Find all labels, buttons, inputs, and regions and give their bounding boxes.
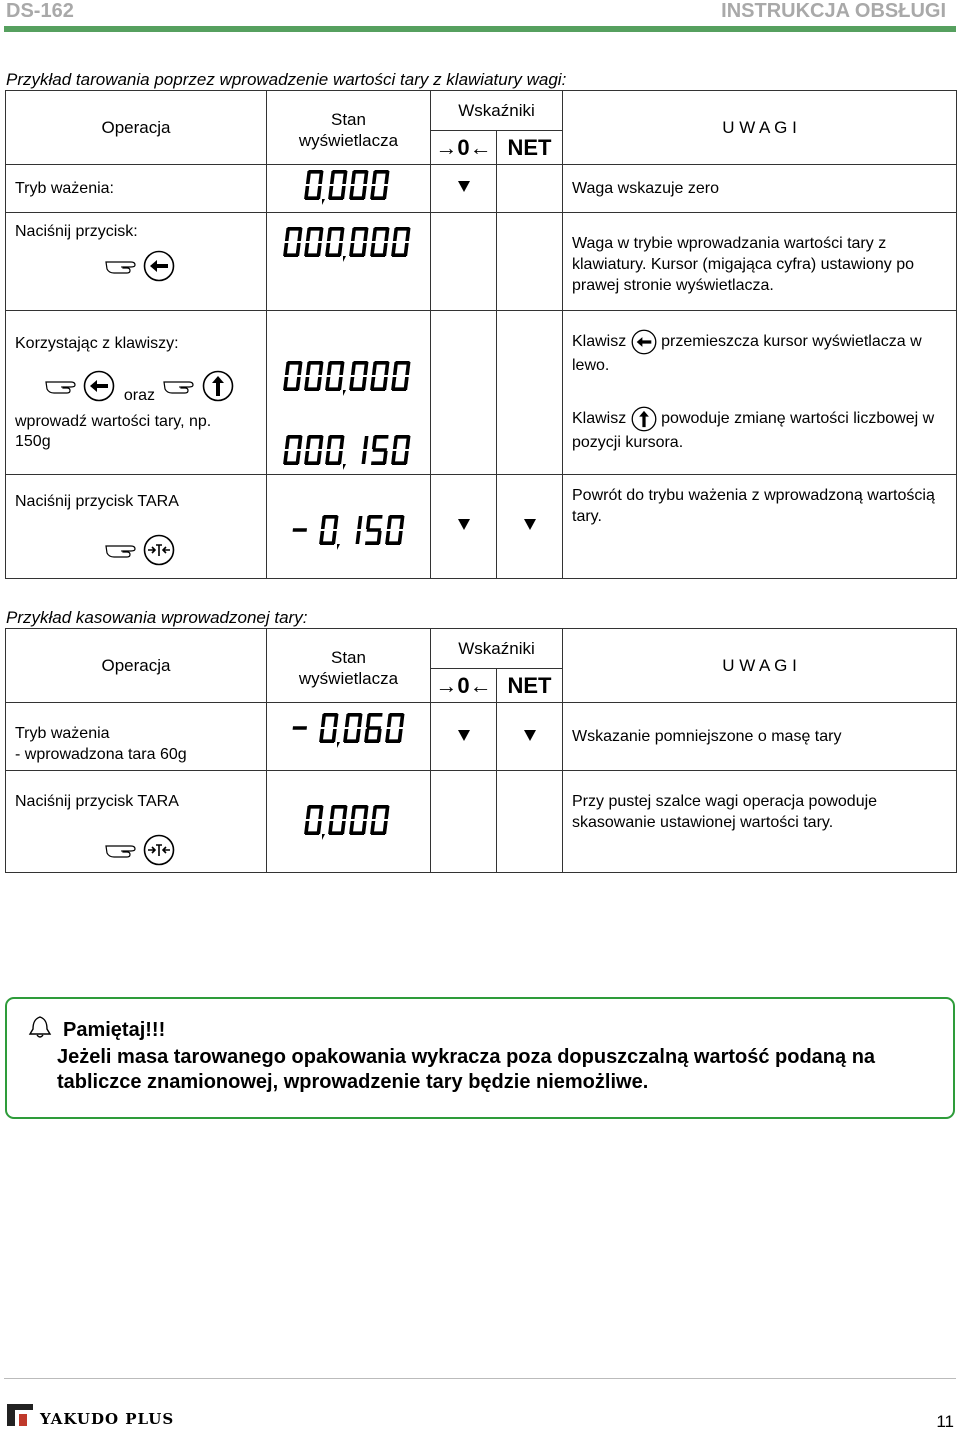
e2-r1-note: Wskazanie pomniejszone o masę tary <box>563 703 957 771</box>
indicator-zero: →0← <box>431 131 497 165</box>
e1-r3-net-marker <box>497 311 563 475</box>
pointing-hand-icon <box>105 541 139 558</box>
e1-r3-note: Klawisz przemieszcza kursor wyświetlacza w lewo. Klawisz powoduje zmianę wartości liczbowej w pozycji kursora. <box>563 311 957 475</box>
indicator-net: NET <box>497 669 563 703</box>
reminder-text: Jeżeli masa tarowanego opakowania wykracza poza dopuszczalną wartość podaną na tabliczce znamionowej, wprowadzenie tary będzie niemożliwe. <box>57 1046 876 1093</box>
example2-caption: Przykład kasowania wprowadzonej tary: <box>6 608 308 627</box>
e1-r4-zero-marker <box>431 475 497 579</box>
pointing-hand-icon <box>105 841 139 858</box>
pointing-hand-icon <box>163 377 197 394</box>
up-arrow-key-icon <box>631 410 657 427</box>
lcd-readout <box>288 525 410 542</box>
e1-r1-net-marker <box>497 165 563 213</box>
e2-r2-zero-marker <box>431 771 497 873</box>
e1-r4-net-marker <box>497 475 563 579</box>
page-number: 11 <box>936 1412 954 1431</box>
col-header-indicators: Wskaźniki <box>431 91 563 131</box>
tare-entry-table <box>5 90 957 579</box>
example1-caption: Przykład tarowania poprzez wprowadzenie wartości tary z klawiatury wagi: <box>6 70 567 89</box>
up-arrow-key-icon <box>202 377 234 394</box>
tare-key-icon <box>143 841 175 858</box>
tare-key-icon <box>143 541 175 558</box>
e1-r1-display <box>267 165 431 213</box>
e1-r4-operation: Naciśnij przycisk TARA <box>6 475 267 579</box>
indicator-net: NET <box>497 131 563 165</box>
e1-r3-display <box>267 311 431 475</box>
e1-r1-note: Waga wskazuje zero <box>563 165 957 213</box>
col-header-notes: U W A G I <box>563 629 957 703</box>
e2-r1-net-marker <box>497 703 563 771</box>
col-header-display: Stan wyświetlacza <box>267 91 431 165</box>
lcd-readout <box>302 815 395 832</box>
e1-r3-zero-marker <box>431 311 497 475</box>
col-header-indicators: Wskaźniki <box>431 629 563 669</box>
e2-r1-operation: Tryb ważenia - wprowadzona tara 60g <box>6 703 267 771</box>
pointing-hand-icon <box>45 377 79 394</box>
document-title: INSTRUKCJA OBSŁUGI <box>721 0 946 22</box>
left-arrow-key-icon <box>143 257 175 274</box>
lcd-readout <box>288 723 410 740</box>
col-header-operation: Operacja <box>6 629 267 703</box>
e2-r1-display <box>267 703 431 771</box>
brand-logo-icon <box>6 1402 36 1428</box>
e1-r3-operation: Korzystając z klawiszy: oraz wprowadź wartości tary, np. 150g <box>6 311 267 475</box>
indicator-zero: →0← <box>431 669 497 703</box>
lcd-readout <box>281 445 416 462</box>
e1-r2-zero-marker <box>431 213 497 311</box>
reminder-title: Pamiętaj!!! <box>63 1019 166 1041</box>
e2-r2-operation: Naciśnij przycisk TARA <box>6 771 267 873</box>
e2-r1-zero-marker <box>431 703 497 771</box>
e1-r2-net-marker <box>497 213 563 311</box>
lcd-readout <box>281 237 416 254</box>
e1-r4-display <box>267 475 431 579</box>
document-code: DS-162 <box>6 0 74 22</box>
left-arrow-key-icon <box>631 333 657 350</box>
left-arrow-key-icon <box>83 377 115 394</box>
reminder-box <box>5 997 955 1119</box>
pointing-hand-icon <box>105 257 139 274</box>
header-rule <box>4 26 956 32</box>
bell-icon <box>27 1015 53 1039</box>
footer-rule <box>4 1378 956 1379</box>
tare-clear-table <box>5 628 957 873</box>
indicator-marker-icon <box>458 730 470 741</box>
col-header-notes: U W A G I <box>563 91 957 165</box>
lcd-readout <box>302 180 395 197</box>
e1-r4-note: Powrót do trybu ważenia z wprowadzoną wartością tary. <box>563 475 957 579</box>
e1-r2-note: Waga w trybie wprowadzania wartości tary z klawiatury. Kursor (migająca cyfra) ustawiony po prawej stronie wyświetlacza. <box>563 213 957 311</box>
e1-r2-display <box>267 213 431 311</box>
col-header-display: Stan wyświetlacza <box>267 629 431 703</box>
e1-r1-operation: Tryb ważenia: <box>6 165 267 213</box>
e2-r2-display <box>267 771 431 873</box>
indicator-marker-icon <box>524 519 536 530</box>
lcd-readout <box>281 371 416 388</box>
e2-r2-net-marker <box>497 771 563 873</box>
e1-r2-operation: Naciśnij przycisk: <box>6 213 267 311</box>
e1-r1-zero-marker <box>431 165 497 213</box>
brand-name: YAKUDO PLUS <box>40 1410 175 1428</box>
indicator-marker-icon <box>524 730 536 741</box>
col-header-operation: Operacja <box>6 91 267 165</box>
e2-r2-note: Przy pustej szalce wagi operacja powoduje skasowanie ustawionej wartości tary. <box>563 771 957 873</box>
indicator-marker-icon <box>458 519 470 530</box>
indicator-marker-icon <box>458 181 470 192</box>
